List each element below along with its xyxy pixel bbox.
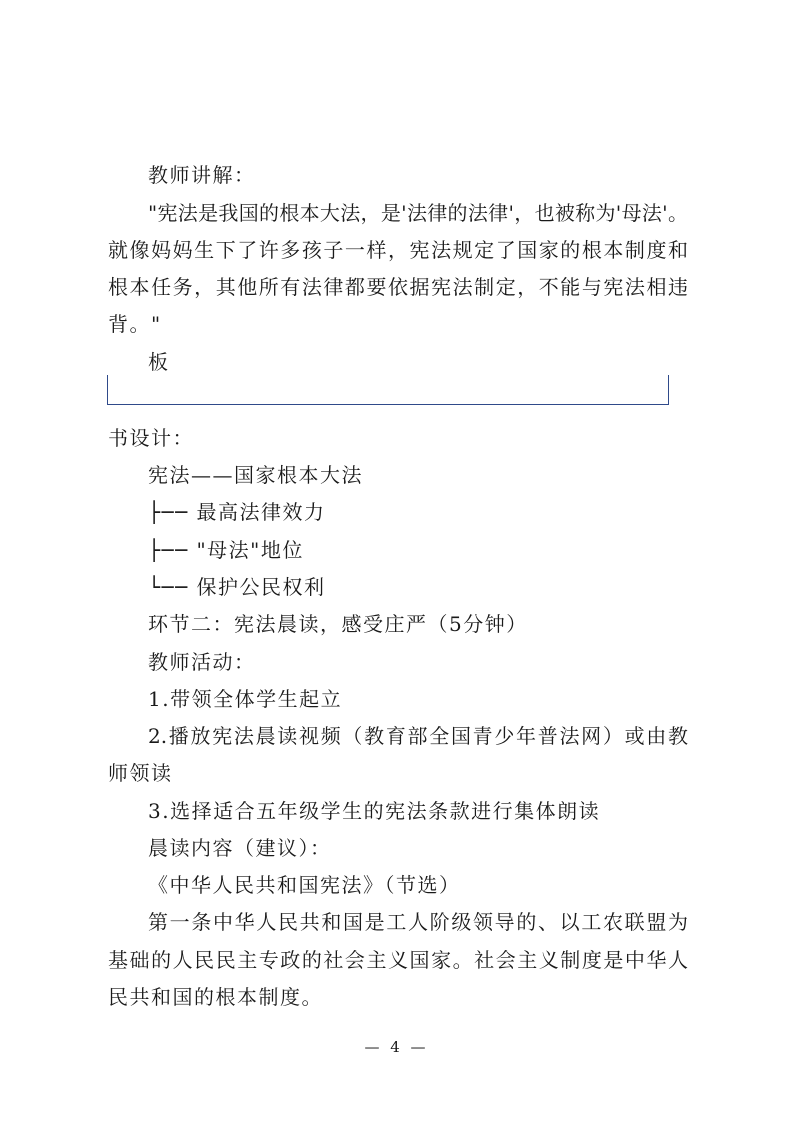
article-1-line-1: 第一条中华人民共和国是工人阶级领导的、以工农联盟为: [148, 910, 688, 934]
explain-line-3: 根本任务，其他所有法律都要依据宪法制定，不能与宪法相违: [108, 275, 688, 299]
article-1-line-2: 基础的人民民主专政的社会主义国家。社会主义制度是中华人: [108, 948, 688, 972]
step-2-line-1: 2.播放宪法晨读视频（教育部全国青少年普法网）或由教: [148, 724, 688, 748]
constitution-title: 《中华人民共和国宪法》（节选）: [148, 873, 461, 897]
teacher-explain-heading: 教师讲解：: [148, 163, 256, 187]
tree-branch-1: ├── 最高法律效力: [148, 500, 326, 524]
tree-branch-2: ├── "母法"地位: [148, 538, 304, 562]
page-number: — 4 —: [364, 1038, 429, 1056]
board-design-heading: 书设计：: [108, 426, 194, 450]
teacher-activity-heading: 教师活动：: [148, 650, 256, 674]
explain-line-2: 就像妈妈生下了许多孩子一样，宪法规定了国家的根本制度和: [108, 238, 688, 262]
article-1-line-3: 民共和国的根本制度。: [108, 985, 323, 1009]
board-design-box: [107, 375, 669, 405]
explain-line-4: 背。": [108, 312, 162, 336]
step-2-line-2: 师领读: [108, 761, 173, 785]
explain-line-1: "宪法是我国的根本大法，是'法律的法律'，也被称为'母法'。: [148, 201, 688, 225]
tree-branch-3: └── 保护公民权利: [148, 575, 326, 599]
tree-root: 宪法——国家根本大法: [148, 463, 363, 487]
section-2-heading: 环节二：宪法晨读，感受庄严（5分钟）: [148, 612, 528, 636]
step-3: 3.选择适合五年级学生的宪法条款进行集体朗读: [148, 799, 601, 823]
step-1: 1.带领全体学生起立: [148, 687, 343, 711]
board-char: 板: [148, 350, 170, 374]
reading-heading: 晨读内容（建议）：: [148, 836, 332, 860]
